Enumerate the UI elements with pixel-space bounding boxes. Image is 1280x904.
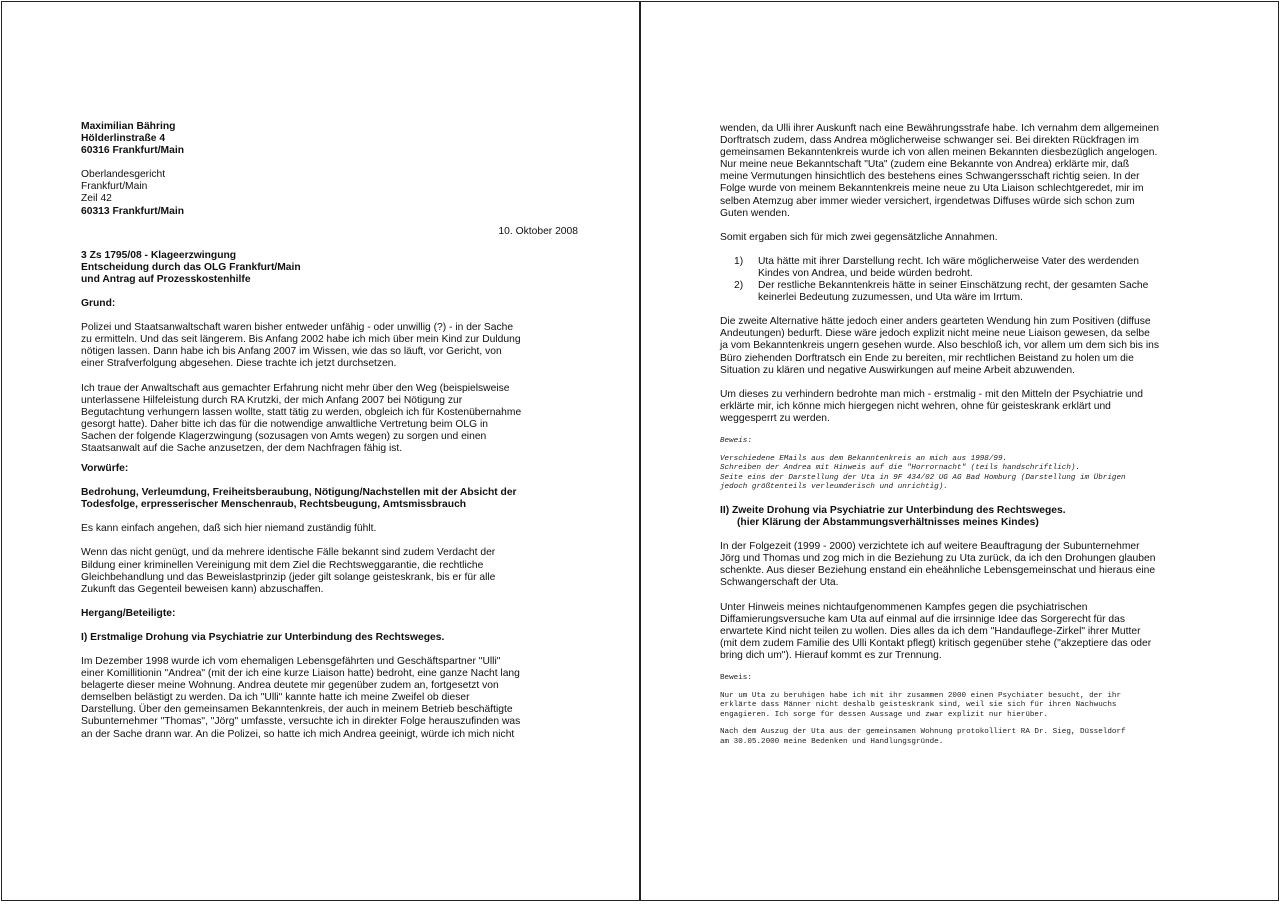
text-line: gemeinsamen Bekanntenkreis wurde ich von allen meinen Bekannten diesbezüglich angelogen. — [720, 147, 1158, 159]
paragraph — [720, 389, 1210, 425]
paragraph — [81, 656, 578, 741]
text-line: (mit dem zudem Familie des Ulli Kontakt pflegt) kritisch gegenüber stehe ("akzeptiere das oder — [720, 637, 1152, 649]
text-line: jedoch größtenteils verleumderisch und unrichtig). — [720, 483, 948, 492]
subject-line — [81, 250, 578, 286]
text-line: gesorgt hatte). Daher bitte ich das für die notwendige anwaltliche Vertretung beim OLG in — [81, 418, 488, 430]
page-left-content — [81, 121, 578, 741]
evidence-list — [720, 455, 1210, 493]
text-line: (hier Klärung der Abstammungsverhältnisses meines Kindes) — [737, 517, 1039, 529]
text-line: Wenn das nicht genügt, und da mehrere identische Fälle bekannt sind zudem Verdacht der — [81, 547, 496, 559]
paragraph — [720, 602, 1210, 662]
text-line: Büro ziehenden Dorftratsch ein Ende zu bereiten, mir rechtlichen Beistand zu holen um die — [720, 352, 1134, 364]
text-line: einer Komillitionin "Andrea" (mit der ich eine kurze Liaison hatte) bedroht, eine ganze Nacht lang — [81, 668, 520, 680]
text-line: Verschiedene EMails aus dem Bekanntenkreis an mich aus 1998/99. — [720, 454, 1008, 463]
text-line: erklärte mir, ich könne mich hiergegen nicht wehren, ohne für geisteskrank erklärt und — [720, 400, 1111, 412]
paragraph: Es kann einfach angehen, daß sich hier niemand zuständig fühlt. — [81, 523, 377, 535]
text-line: Begutachtung verhungern lassen wollte, statt tätig zu werden, obgleich ich für Kostenübernahme — [81, 406, 522, 418]
text-line: schenkte. Aus dieser Beziehung enstand ein eheähnliche Lebensgemeinschat und hieraus eine — [720, 565, 1156, 577]
text-line: zu ermitteln. Und das seit längerem. Bis Anfang 2002 habe ich mich über mein Kind zur Duldung — [81, 334, 521, 346]
subject-text: Entscheidung durch das OLG Frankfurt/Main — [81, 261, 301, 273]
document-page-right — [640, 1, 1279, 901]
text-line: Diffamierungsversuche kam Uta auf einmal auf die irrsinnige Idee das Sorgerecht für das — [720, 613, 1126, 625]
sender-street: Hölderlinstraße 4 — [81, 133, 166, 145]
text-line: Nur um Uta zu beruhigen habe ich mit ihr zusammen 2000 einen Psychiater besucht, der ihr — [720, 691, 1122, 700]
document-page-left — [1, 1, 640, 901]
text-line: bring dich um"). Hierauf kommt es zur Trennung. — [720, 649, 942, 661]
text-line: Um dieses zu verhindern bedrohte man mich - erstmalig - mit den Mitteln der Psychiatrie und — [720, 388, 1143, 400]
text-line: Andeutungen) bedurft. Diese wäre jedoch explizit nicht meine neue Liaison gewesen, da selbe — [720, 328, 1150, 340]
text-line: II) Zweite Drohung via Psychiatrie zur Unterbindung des Rechtsweges. — [720, 504, 1066, 516]
text-line: keinerlei Bedeutung zuzumessen, und Uta wäre im Irrtum. — [758, 292, 1023, 304]
text-line: ja vom Bekanntenkreis ungern gesehen wurde. Also beschloß ich, vor allem um dem sich bis ins — [720, 340, 1159, 352]
list-number: 1) — [734, 255, 744, 267]
text-line: am 30.05.2000 meine Bedenken und Handlungsgründe. — [720, 737, 944, 746]
text-line: Polizei und Staatsanwaltschaft waren bisher entweder unfähig - oder unwillig (?) - in der Sache — [81, 322, 514, 334]
text-line: Die zweite Alternative hätte jedoch einer anders gearteten Wendung hin zum Positiven (diffuse — [720, 316, 1151, 328]
text-line: Folge wurde von meinem Bekanntenkreis meine neue zu Uta Liaison schlechtgeredet, mir im — [720, 183, 1144, 195]
text-line: Subunternehmer "Thomas", "Jörg" umfasste, versuchte ich in direkter Folge herauszufinden was — [81, 716, 521, 728]
text-line: an der Sache drann war. An die Polizei, so hatte ich mich Andrea geeinigt, würde ich mich nicht — [81, 728, 515, 740]
sender-city: 60316 Frankfurt/Main — [81, 145, 185, 157]
section-heading: Grund: — [81, 298, 116, 310]
text-line: Seite eins der Darstellung der Uta in 9F 434/02 UG AG Bad Homburg (Darstellung im Übrigen — [720, 473, 1126, 482]
evidence-text — [720, 692, 1210, 721]
text-line: Situation zu klären und negative Auswirkungen auf meine Arbeit abzuwenden. — [720, 364, 1075, 376]
subject-text: und Antrag auf Prozesskostenhilfe — [81, 273, 251, 285]
text-line: nötigen lassen. Dann habe ich bis Anfang 2007 im Wissen, wie das so läuft, vor Gericht, von — [81, 346, 502, 358]
text-line: einer Strafverfolgung abgesehen. Diese trachte ich jetzt durchsetzen. — [81, 358, 397, 370]
recipient-line: Frankfurt/Main — [81, 181, 148, 193]
text-line: wenden, da Ulli ihrer Auskunft nach eine Bewährungsstrafe habe. Ich vernahm dem allgemeinen — [720, 123, 1160, 134]
text-line: Staatsanwalt auf die Sache anzusetzen, der dem Nachfragen fähig ist. — [81, 442, 403, 454]
text-line: meine Vermutungen hinsichtlich des bestehens eines Schwangersschaft richtig seien. In der — [720, 171, 1140, 183]
text-line: Kindes von Andrea, und beide würden bedroht. — [758, 267, 973, 279]
text-line: selben Atemzug aber immer wieder versichert, irgendetwas Diffuses würde sich schon zum — [720, 195, 1135, 207]
text-line: Zukunft das Gegenteil beweisen kann) abzuschaffen. — [81, 583, 324, 595]
list-number: 2) — [734, 280, 744, 292]
text-line: demselben belästigt zu werden. Da ich "Ulli" kannte hatte ich meine Zweifel ob dieser — [81, 692, 470, 704]
subsection-heading: I) Erstmalige Drohung via Psychiatrie zur Unterbindung des Rechtsweges. — [81, 631, 445, 643]
text-line: Ich traue der Anwaltschaft aus gemachter Erfahrung nicht mehr über den Weg (beispielsweise — [81, 382, 510, 394]
text-line: weggesperrt zu werden. — [720, 412, 830, 424]
recipient-line: Zeil 42 — [81, 193, 112, 205]
text-line: Schwangerschaft der Uta. — [720, 577, 839, 589]
text-line: erklärte dass Männer nicht deshalb geisteskrank sind, weil sie sich für ihren Nachwuchs — [720, 701, 1117, 710]
subject-text: 3 Zs 1795/08 - Klageerzwingung — [81, 249, 237, 261]
paragraph — [81, 383, 578, 456]
section-heading: Hergang/Beteiligte: — [81, 607, 176, 619]
paragraph — [720, 541, 1210, 589]
text-line: belagerte dieser meine Wohnung. Andrea deutete mir gegenüber zudem an, fortgesetzt von — [81, 680, 499, 692]
text-line: Sachen der folgende Klagerzwingung (sozusagen von Amts wegen) zu sorgen und einen — [81, 430, 487, 442]
text-line: unterlassene Hilfeleistung durch RA Krutzki, der mich Anfang 2007 bei Nötigung zur — [81, 394, 463, 406]
subsection-heading — [720, 505, 1210, 529]
text-line: Uta hätte mit ihrer Darstellung recht. Ich wäre möglicherweise Vater des werdenden — [758, 255, 1139, 267]
paragraph — [81, 547, 578, 595]
text-line: erwartete Kind nicht teilen zu wollen. Dies alles da ich dem "Handauflege-Zirkel" ihrer Mutter — [720, 625, 1141, 637]
text-line: Unter Hinweis meines nichtaufgenommenen Kampfes gegen die psychiatrischen — [720, 601, 1088, 613]
text-line: In der Folgezeit (1999 - 2000) verzichtete ich auf weitere Beauftragung der Subunternehmer — [720, 541, 1140, 553]
list-item — [720, 256, 1210, 280]
text-line: Gleichbehandlung und das Beweislastprinzip (jeder gilt solange geisteskrank, bis er für alle — [81, 571, 496, 583]
letter-date: 10. Oktober 2008 — [498, 225, 578, 237]
text-line: Jörg und Thomas und zog mich in die Beziehung zu Uta zurück, da ich den Drohungen glauben — [720, 553, 1156, 565]
text-line: Nach dem Auszug der Uta aus der gemeinsamen Wohnung protokolliert RA Dr. Sieg, Düsseldorf — [720, 728, 1126, 737]
text-line: Nur meine neue Bekanntschaft "Uta" (zudem eine Bekannte von Andrea) erklärte mir, daß — [720, 159, 1130, 171]
paragraph: Somit ergaben sich für mich zwei gegensätzliche Annahmen. — [720, 231, 998, 243]
charges-list — [81, 487, 578, 511]
alternatives-list — [720, 256, 1210, 304]
list-item — [720, 280, 1210, 304]
page-right-content — [720, 123, 1210, 748]
recipient-line: Oberlandesgericht — [81, 169, 166, 181]
text-line: Todesfolge, erpresserischer Menschenraub, Rechtsbeugung, Amtsmissbrauch — [81, 499, 467, 511]
text-line: Bildung einer kriminellen Vereinigung mit dem Ziel die Rechtsweggarantie, die rechtliche — [81, 559, 484, 571]
text-line: Im Dezember 1998 wurde ich vom ehemaligen Lebensgefährten und Geschäftspartner "Ulli" — [81, 656, 501, 667]
paragraph — [81, 322, 578, 370]
sender-name: Maximilian Bähring — [81, 121, 176, 132]
evidence-label: Beweis: — [720, 673, 752, 682]
evidence-label: Beweis: — [720, 436, 752, 445]
text-line: Schreiben der Andrea mit Hinweis auf die "Horrornacht" (teils handschriftlich). — [720, 464, 1081, 473]
text-line: Der restliche Bekanntenkreis hätte in seiner Einschätzung recht, der gesamten Sache — [758, 280, 1149, 292]
recipient-city: 60313 Frankfurt/Main — [81, 205, 185, 217]
text-line: Guten wenden. — [720, 207, 790, 219]
text-line: engagieren. Ich sorge für dessen Aussage und zwar explizit nur hierüber. — [720, 710, 1049, 719]
text-line: Darstellung. Über den gemeinsamen Bekanntenkreis, der auch in meinem Betrieb beschäftigte — [81, 704, 513, 716]
paragraph — [720, 123, 1210, 220]
text-line: Dorftratsch zudem, dass Andrea möglicherweise schwanger sei. Bei direkten Rückfragen im — [720, 135, 1139, 147]
evidence-text — [720, 728, 1210, 747]
section-heading: Vorwürfe: — [81, 463, 129, 475]
sender-address — [81, 121, 578, 157]
text-line: Bedrohung, Verleumdung, Freiheitsberaubung, Nötigung/Nachstellen mit der Absicht der — [81, 487, 517, 499]
recipient-address — [81, 169, 578, 217]
paragraph — [720, 316, 1210, 376]
